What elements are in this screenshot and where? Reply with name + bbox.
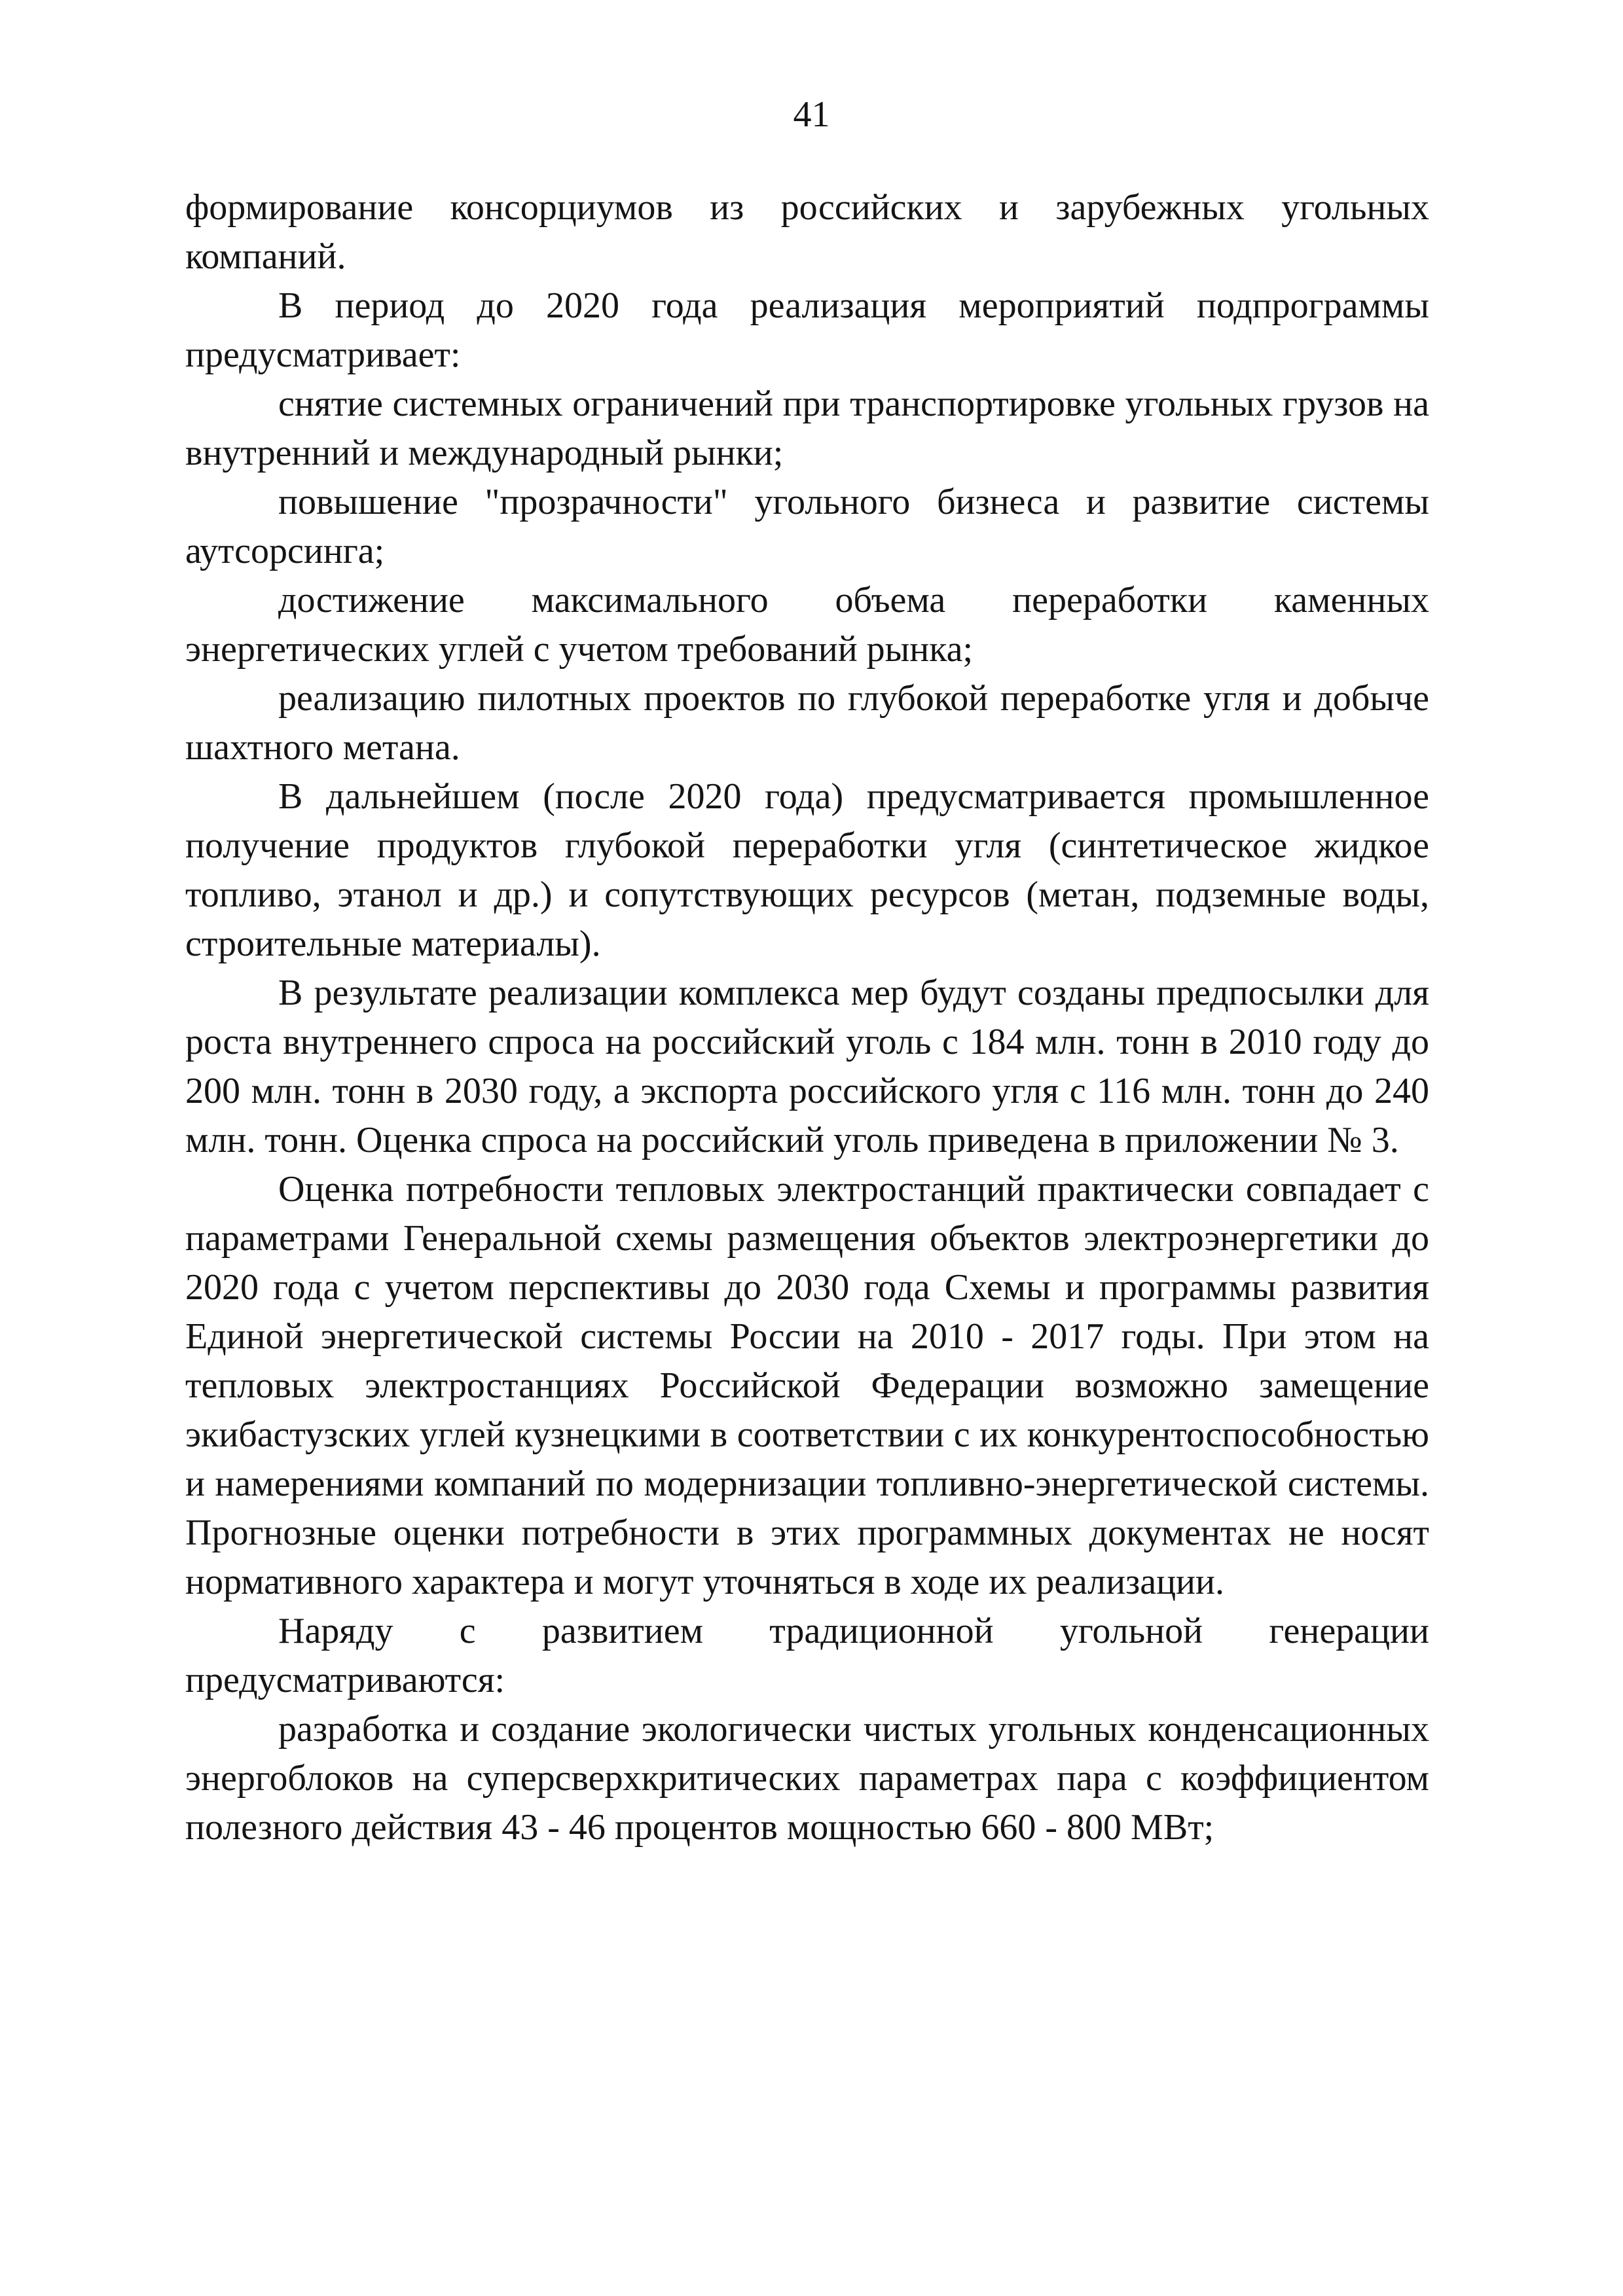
paragraph-after-2020: В дальнейшем (после 2020 года) предусматривается промышленное получение продуктов глубокой переработки угля (синтетическое жидкое топливо, этанол и др.) и сопутствующих ресурсов (метан, подземные воды, строительные материалы). — [185, 776, 1429, 964]
body-text — [185, 183, 1429, 1852]
page-number: 41 — [793, 94, 830, 135]
paragraph-generation-intro: Наряду с развитием традиционной угольной генерации предусматриваются: — [185, 1611, 1429, 1700]
list-item-removing-constraints: снятие системных ограничений при транспортировке угольных грузов на внутренний и международный рынки; — [185, 384, 1429, 473]
list-item-processing-volume: достижение максимального объема переработки каменных энергетических углей с учетом требований рынка; — [185, 580, 1429, 670]
paragraph-demand-growth: В результате реализации комплекса мер будут созданы предпосылки для роста внутреннего спроса на российский уголь с 184 млн. тонн в 2010 году до 200 млн. тонн в 2030 году, а экспорта российского угля с 116 млн. тонн до 240 млн. тонн. Оценка спроса на российский уголь приведена в приложении № 3. — [185, 973, 1429, 1160]
paragraph-continuation: формирование консорциумов из российских и зарубежных угольных компаний. — [185, 187, 1429, 277]
list-item-transparency: повышение "прозрачности" угольного бизнеса и развитие системы аутсорсинга; — [185, 482, 1429, 571]
list-item-power-units: разработка и создание экологически чистых угольных конденсационных энергоблоков на суперсверхкритических параметрах пара с коэффициентом полезного действия 43 - 46 процентов мощностью 660 - 800 МВт; — [185, 1709, 1429, 1848]
paragraph-thermal-plants: Оценка потребности тепловых электростанций практически совпадает с параметрами Генеральной схемы размещения объектов электроэнергетики до 2020 года с учетом перспективы до 2030 года Схемы и программы развития Единой энергетической системы России на 2010 - 2017 годы. При этом на тепловых электростанциях Российской Федерации возможно замещение экибастузских углей кузнецкими в соответствии с их конкурентоспособностью и намерениями компаний по модернизации топливно-энергетической системы. Прогнозные оценки потребности в этих программных документах не носят нормативного характера и могут уточняться в ходе их реализации. — [185, 1169, 1429, 1602]
list-item-pilot-projects: реализацию пилотных проектов по глубокой переработке угля и добыче шахтного метана. — [185, 678, 1429, 768]
paragraph-period-2020: В период до 2020 года реализация мероприятий подпрограммы предусматривает: — [185, 285, 1429, 375]
